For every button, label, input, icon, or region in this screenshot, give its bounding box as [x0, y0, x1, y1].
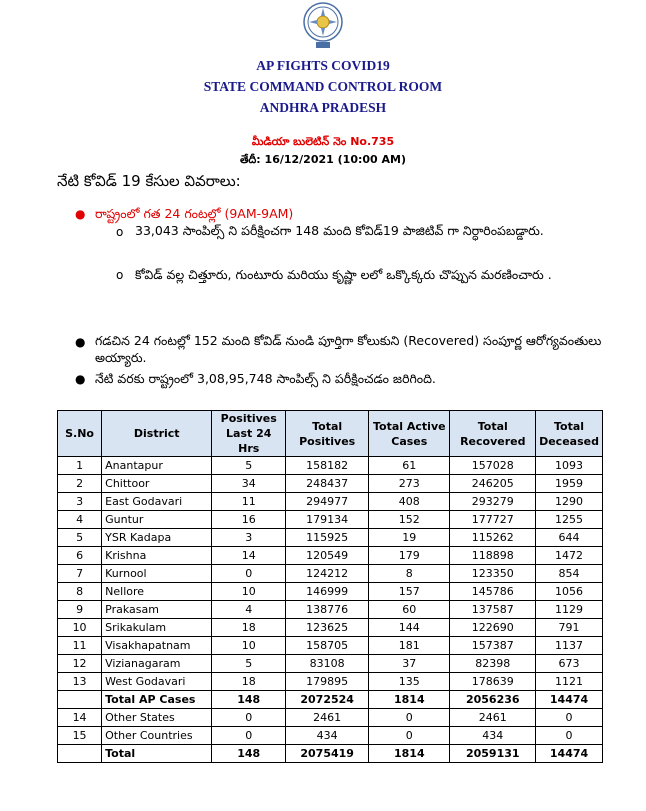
cell-sno: 4: [58, 511, 102, 529]
cell-positives-24h: 148: [212, 691, 286, 709]
col-district: District: [102, 411, 212, 457]
table-row: [58, 691, 603, 709]
cell-active-cases: 37: [369, 655, 450, 673]
cell-deceased: 1121: [536, 673, 603, 691]
cell-positives-24h: 0: [212, 709, 286, 727]
table-row: [58, 709, 603, 727]
cell-total-positives: 158182: [286, 457, 369, 475]
table-row: [58, 583, 603, 601]
cell-district: Total AP Cases: [102, 691, 212, 709]
table-row: [58, 475, 603, 493]
cell-total-positives: 2075419: [286, 745, 369, 763]
cell-active-cases: 1814: [369, 745, 450, 763]
cell-active-cases: 179: [369, 547, 450, 565]
cell-deceased: 1290: [536, 493, 603, 511]
cell-active-cases: 273: [369, 475, 450, 493]
cell-deceased: 14474: [536, 691, 603, 709]
cell-deceased: 1255: [536, 511, 603, 529]
table-row: [58, 673, 603, 691]
cell-positives-24h: 34: [212, 475, 286, 493]
col-positives-24h: Positives Last 24 Hrs: [212, 411, 286, 457]
cell-positives-24h: 16: [212, 511, 286, 529]
cell-recovered: 2056236: [450, 691, 536, 709]
table-row: [58, 529, 603, 547]
col-deceased: Total Deceased: [536, 411, 603, 457]
cell-district: Chittoor: [102, 475, 212, 493]
cell-active-cases: 61: [369, 457, 450, 475]
cell-positives-24h: 10: [212, 637, 286, 655]
cell-total-positives: 294977: [286, 493, 369, 511]
cell-deceased: 644: [536, 529, 603, 547]
table-row: [58, 637, 603, 655]
cell-sno: 9: [58, 601, 102, 619]
cell-deceased: 1472: [536, 547, 603, 565]
cell-positives-24h: 0: [212, 565, 286, 583]
cell-district: Prakasam: [102, 601, 212, 619]
cell-recovered: 178639: [450, 673, 536, 691]
point-1b: కోవిడ్ వల్ల చిత్తూరు, గుంటూరు మరియు కృష్ణా లలో ఒక్కొక్కరు చొప్పున మరణించారు .: [135, 267, 552, 282]
cell-active-cases: 144: [369, 619, 450, 637]
cell-district: Other States: [102, 709, 212, 727]
cell-deceased: 1129: [536, 601, 603, 619]
bullet-dot-icon: ●: [75, 372, 86, 386]
cell-positives-24h: 11: [212, 493, 286, 511]
bullet-dot-icon: ●: [75, 335, 86, 349]
cell-total-positives: 83108: [286, 655, 369, 673]
cell-sno: 6: [58, 547, 102, 565]
cell-recovered: 82398: [450, 655, 536, 673]
cell-total-positives: 434: [286, 727, 369, 745]
cell-recovered: 123350: [450, 565, 536, 583]
cell-deceased: 1093: [536, 457, 603, 475]
cell-sno: [58, 745, 102, 763]
cell-district: YSR Kadapa: [102, 529, 212, 547]
cell-recovered: 145786: [450, 583, 536, 601]
cell-active-cases: 157: [369, 583, 450, 601]
point-2: గడచిన 24 గంటల్లో 152 మంది కోవిడ్ నుండి పూర్తిగా కోలుకుని (Recovered) సంపూర్ణ ఆరోగ్యవంతులు అయ్యారు.: [95, 333, 602, 365]
cell-total-positives: 158705: [286, 637, 369, 655]
cell-recovered: 157387: [450, 637, 536, 655]
header-line-1: AP FIGHTS COVID19: [256, 58, 390, 73]
bulletin-number: మీడియా బులెటిన్ నెం No.735: [251, 135, 395, 148]
cell-total-positives: 124212: [286, 565, 369, 583]
cell-active-cases: 60: [369, 601, 450, 619]
table-row: [58, 493, 603, 511]
bullet-dot-icon: ●: [75, 207, 86, 221]
cell-total-positives: 115925: [286, 529, 369, 547]
cell-active-cases: 0: [369, 709, 450, 727]
col-total-positives: Total Positives: [286, 411, 369, 457]
point-3: నేటి వరకు రాష్ట్రంలో 3,08,95,748 సాంపిల్స్ ని పరీక్షించడం జరిగింది.: [95, 371, 436, 386]
cell-active-cases: 181: [369, 637, 450, 655]
table-row: [58, 601, 603, 619]
cell-district: West Godavari: [102, 673, 212, 691]
cell-recovered: 157028: [450, 457, 536, 475]
cell-recovered: 137587: [450, 601, 536, 619]
cell-district: Visakhapatnam: [102, 637, 212, 655]
cell-sno: 8: [58, 583, 102, 601]
cell-active-cases: 152: [369, 511, 450, 529]
cell-active-cases: 0: [369, 727, 450, 745]
cell-positives-24h: 18: [212, 673, 286, 691]
cell-sno: 12: [58, 655, 102, 673]
cell-district: East Godavari: [102, 493, 212, 511]
cell-recovered: 122690: [450, 619, 536, 637]
col-active-cases: Total Active Cases: [369, 411, 450, 457]
cell-sno: 11: [58, 637, 102, 655]
cell-positives-24h: 10: [212, 583, 286, 601]
cell-district: Kurnool: [102, 565, 212, 583]
table-row: [58, 655, 603, 673]
cell-sno: 10: [58, 619, 102, 637]
cell-recovered: 434: [450, 727, 536, 745]
cell-total-positives: 179134: [286, 511, 369, 529]
col-recovered: Total Recovered: [450, 411, 536, 457]
cell-positives-24h: 5: [212, 655, 286, 673]
cell-sno: 2: [58, 475, 102, 493]
cell-positives-24h: 0: [212, 727, 286, 745]
col-sno: S.No: [58, 411, 102, 457]
table-row: [58, 547, 603, 565]
table-row: [58, 745, 603, 763]
cell-total-positives: 138776: [286, 601, 369, 619]
cell-active-cases: 19: [369, 529, 450, 547]
cell-district: Krishna: [102, 547, 212, 565]
cell-district: Total: [102, 745, 212, 763]
point-1: రాష్ట్రంలో గత 24 గంటల్లో (9AM-9AM): [95, 206, 294, 221]
cell-sno: 14: [58, 709, 102, 727]
cell-sno: 1: [58, 457, 102, 475]
table-row: [58, 727, 603, 745]
cell-deceased: 14474: [536, 745, 603, 763]
cell-sno: 7: [58, 565, 102, 583]
cell-sno: [58, 691, 102, 709]
table-row: [58, 457, 603, 475]
cell-positives-24h: 5: [212, 457, 286, 475]
cell-recovered: 177727: [450, 511, 536, 529]
cell-deceased: 1137: [536, 637, 603, 655]
cell-district: Anantapur: [102, 457, 212, 475]
cell-recovered: 246205: [450, 475, 536, 493]
cell-district: Vizianagaram: [102, 655, 212, 673]
cell-positives-24h: 148: [212, 745, 286, 763]
cell-district: Guntur: [102, 511, 212, 529]
cell-recovered: 293279: [450, 493, 536, 511]
cell-total-positives: 2461: [286, 709, 369, 727]
table-header-row: [58, 411, 603, 457]
cell-sno: 15: [58, 727, 102, 745]
sub-bullet-icon: o: [116, 225, 124, 239]
table-row: [58, 565, 603, 583]
ap-emblem-logo: [302, 0, 344, 52]
cell-recovered: 2059131: [450, 745, 536, 763]
cell-total-positives: 179895: [286, 673, 369, 691]
cell-deceased: 0: [536, 709, 603, 727]
cell-sno: 13: [58, 673, 102, 691]
cell-total-positives: 146999: [286, 583, 369, 601]
cell-positives-24h: 18: [212, 619, 286, 637]
cell-active-cases: 1814: [369, 691, 450, 709]
cell-recovered: 2461: [450, 709, 536, 727]
table-row: [58, 619, 603, 637]
cell-positives-24h: 14: [212, 547, 286, 565]
bulletin-date: తేదీ: 16/12/2021 (10:00 AM): [239, 153, 406, 166]
cell-deceased: 673: [536, 655, 603, 673]
cell-total-positives: 123625: [286, 619, 369, 637]
cell-deceased: 791: [536, 619, 603, 637]
cell-sno: 3: [58, 493, 102, 511]
table-row: [58, 511, 603, 529]
cell-active-cases: 8: [369, 565, 450, 583]
cell-total-positives: 120549: [286, 547, 369, 565]
cell-district: Srikakulam: [102, 619, 212, 637]
cell-deceased: 1056: [536, 583, 603, 601]
cell-deceased: 1959: [536, 475, 603, 493]
cell-active-cases: 408: [369, 493, 450, 511]
sub-bullet-icon: o: [116, 268, 124, 282]
cell-total-positives: 2072524: [286, 691, 369, 709]
cell-district: Other Countries: [102, 727, 212, 745]
cell-positives-24h: 4: [212, 601, 286, 619]
cell-sno: 5: [58, 529, 102, 547]
cell-recovered: 118898: [450, 547, 536, 565]
district-cases-table: [57, 410, 603, 763]
cell-deceased: 854: [536, 565, 603, 583]
cell-active-cases: 135: [369, 673, 450, 691]
point-1a: 33,043 సాంపిల్స్ ని పరీక్షించగా 148 మంది కోవిడ్19 పాజిటివ్ గా నిర్ధారింపబడ్డారు.: [135, 223, 544, 238]
cell-deceased: 0: [536, 727, 603, 745]
cell-recovered: 115262: [450, 529, 536, 547]
cell-district: Nellore: [102, 583, 212, 601]
cell-total-positives: 248437: [286, 475, 369, 493]
section-title: నేటి కోవిడ్ 19 కేసుల వివరాలు:: [57, 172, 241, 190]
header-line-3: ANDHRA PRADESH: [259, 100, 387, 115]
cell-positives-24h: 3: [212, 529, 286, 547]
header-line-2: STATE COMMAND CONTROL ROOM: [203, 79, 443, 94]
